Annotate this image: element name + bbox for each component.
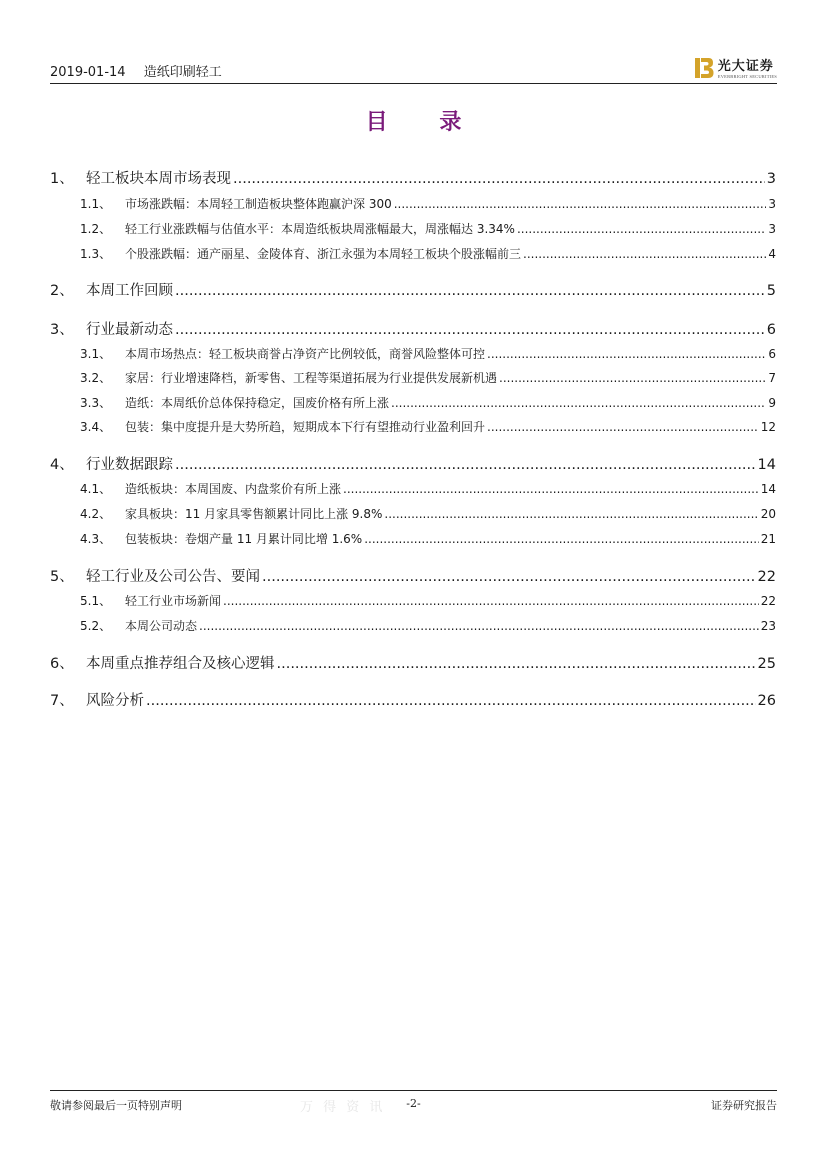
toc-leader-dots [233, 171, 765, 187]
toc-entry-page: 14 [760, 482, 776, 496]
toc-entry-page: 22 [757, 569, 776, 585]
toc-entry[interactable] [50, 245, 776, 262]
toc-entry-page: 6 [768, 347, 776, 361]
toc-entry-page: 4 [768, 247, 776, 261]
toc-entry-number: 5、 [50, 569, 74, 585]
toc-leader-dots [487, 347, 766, 361]
toc-entry-number: 3.3、 [80, 396, 112, 410]
toc-entry-label: 轻工行业及公司公告、要闻 [86, 569, 260, 585]
toc-leader-dots [199, 619, 759, 633]
toc-entry-page: 5 [766, 283, 776, 299]
toc-entry-number: 5.2、 [80, 619, 112, 633]
report-type: 证券研究报告 [711, 1099, 777, 1112]
toc-entry-number: 3.2、 [80, 371, 112, 385]
toc-entry[interactable] [50, 617, 776, 634]
toc-entry-label: 本周市场热点：轻工板块商誉占净资产比例较低，商誉风险整体可控 [125, 347, 486, 361]
page-number: -2- [406, 1097, 421, 1110]
toc-entry[interactable] [50, 418, 776, 435]
toc-entry-label: 市场涨跌幅：本周轻工制造板块整体跑赢沪深 300 [125, 197, 392, 211]
toc-leader-dots [223, 594, 759, 608]
toc-entry-page: 7 [768, 371, 776, 385]
header-meta [50, 61, 236, 80]
toc-leader-dots [487, 420, 759, 434]
toc-entry[interactable] [50, 565, 776, 586]
toc-entry-label: 个股涨跌幅：通产丽星、金陵体育、浙江永强为本周轻工板块个股涨幅前三 [125, 247, 522, 261]
toc-entry[interactable] [50, 394, 776, 411]
toc-entry[interactable] [50, 318, 776, 339]
toc-entry[interactable] [50, 453, 776, 474]
toc-entry-page: 3 [766, 171, 776, 187]
toc-entry-page: 22 [760, 594, 776, 608]
toc-leader-dots [364, 532, 759, 546]
logo-mark-icon [694, 56, 714, 80]
toc-entry-number: 1、 [50, 171, 74, 187]
everbright-logo [694, 56, 777, 80]
toc-leader-dots [343, 482, 759, 496]
toc-entry-page: 21 [760, 532, 776, 546]
toc-entry-number: 3.1、 [80, 347, 112, 361]
toc-entry-label: 本周公司动态 [125, 619, 198, 633]
toc-entry[interactable] [50, 195, 776, 212]
toc-entry-label: 轻工行业涨跌幅与估值水平：本周造纸板块周涨幅最大，周涨幅达 3.34% [125, 222, 515, 236]
toc-entry-number: 2、 [50, 283, 74, 299]
page-footer [50, 1090, 777, 1111]
toc-entry-page: 23 [760, 619, 776, 633]
toc-leader-dots [262, 569, 756, 585]
toc-leader-dots [517, 222, 766, 236]
toc-entry[interactable] [50, 220, 776, 237]
toc-entry-page: 6 [766, 322, 776, 338]
toc-entry-number: 1.2、 [80, 222, 112, 236]
report-date: 2019-01-14 [50, 65, 126, 80]
watermark: 万 得 资 讯 [300, 1100, 386, 1115]
toc-entry-page: 14 [757, 457, 776, 473]
toc-leader-dots [384, 507, 758, 521]
header-rule [50, 83, 777, 84]
toc-entry[interactable] [50, 689, 776, 710]
toc-entry-number: 3.4、 [80, 420, 112, 434]
toc-entry-label: 轻工板块本周市场表现 [86, 171, 231, 187]
toc-leader-dots [146, 693, 756, 709]
toc-entry[interactable] [50, 652, 776, 673]
toc-entry[interactable] [50, 345, 776, 362]
toc-entry-label: 本周工作回顾 [86, 283, 173, 299]
toc-entry-page: 26 [757, 693, 776, 709]
toc-entry-number: 5.1、 [80, 594, 112, 608]
toc-entry[interactable] [50, 505, 776, 522]
toc-entry[interactable] [50, 592, 776, 609]
toc-entry-page: 3 [768, 197, 776, 211]
toc-entry-label: 家具板块：11 月家具零售额累计同比上涨 9.8% [125, 507, 383, 521]
toc-entry-page: 3 [768, 222, 776, 236]
toc-leader-dots [394, 197, 767, 211]
toc-entry[interactable] [50, 369, 776, 386]
toc-entry-label: 行业最新动态 [86, 322, 173, 338]
toc-entry[interactable] [50, 530, 776, 547]
toc-entry-number: 4、 [50, 457, 74, 473]
toc-entry-label: 轻工行业市场新闻 [125, 594, 222, 608]
toc-entry-label: 造纸板块：本周国废、内盘浆价有所上涨 [125, 482, 342, 496]
toc-entry-label: 包装板块：卷烟产量 11 月累计同比增 1.6% [125, 532, 363, 546]
toc-leader-dots [523, 247, 766, 261]
toc-entry-number: 1.3、 [80, 247, 112, 261]
toc-entry-page: 25 [757, 656, 776, 672]
toc-entry-number: 3、 [50, 322, 74, 338]
toc-entry-label: 风险分析 [86, 693, 144, 709]
toc-entry-label: 家居：行业增速降档，新零售、工程等渠道拓展为行业提供发展新机遇 [125, 371, 498, 385]
toc-entry[interactable] [50, 167, 776, 188]
toc-entry-number: 7、 [50, 693, 74, 709]
toc-entry-page: 12 [760, 420, 776, 434]
toc-leader-dots [175, 457, 756, 473]
toc-entry-page: 20 [760, 507, 776, 521]
toc-entry-label: 行业数据跟踪 [86, 457, 173, 473]
toc-entry-number: 1.1、 [80, 197, 112, 211]
toc-leader-dots [175, 283, 765, 299]
toc-entry-number: 4.2、 [80, 507, 112, 521]
toc-entry[interactable] [50, 480, 776, 497]
logo-text-en: EVERBRIGHT SECURITIES [717, 74, 777, 79]
toc-entry-label: 本周重点推荐组合及核心逻辑 [86, 656, 275, 672]
toc-entry-page: 9 [768, 396, 776, 410]
toc-entry[interactable] [50, 279, 776, 300]
toc-leader-dots [175, 322, 765, 338]
toc-leader-dots [391, 396, 766, 410]
toc-leader-dots [499, 371, 766, 385]
toc-title: 目 录 [365, 109, 484, 135]
toc-entry-number: 4.1、 [80, 482, 112, 496]
disclaimer-note: 敬请参阅最后一页特别声明 [50, 1099, 182, 1112]
toc-entry-label: 造纸：本周纸价总体保持稳定，国废价格有所上涨 [125, 396, 390, 410]
toc-entry-number: 6、 [50, 656, 74, 672]
page-header [50, 58, 777, 84]
toc-leader-dots [277, 656, 756, 672]
toc-entry-label: 包装：集中度提升是大势所趋，短期成本下行有望推动行业盈利回升 [125, 420, 486, 434]
logo-text-cn: 光大证券 [717, 59, 774, 74]
toc-entry-number: 4.3、 [80, 532, 112, 546]
report-sector: 造纸印刷轻工 [143, 65, 222, 80]
